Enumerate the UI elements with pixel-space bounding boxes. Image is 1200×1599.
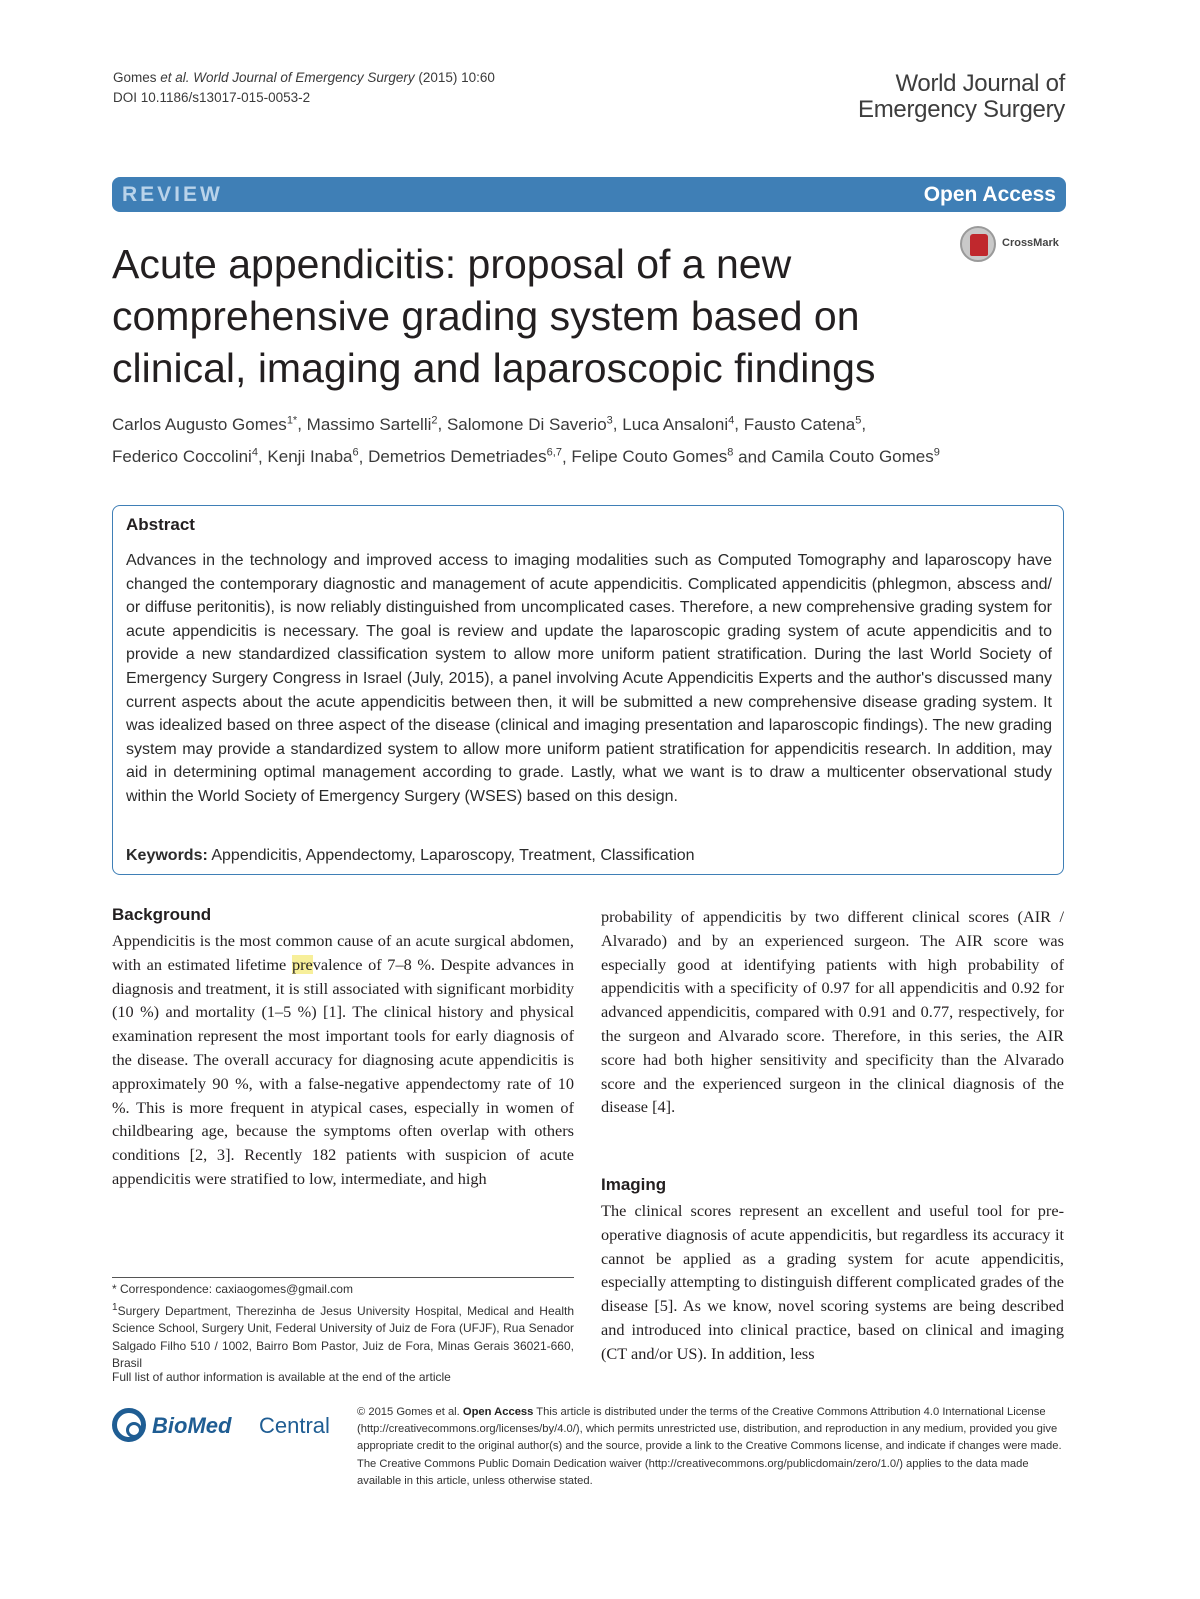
abstract-text: Advances in the technology and improved access to imaging modalities such as Computed Tomography and laparoscopy have changed the contemporary diagnostic and management of acute appendicitis. Complicated appendicitis (phlegmon, abscess and/ or diffuse peritonitis), is now reliably distinguished from uncomplicated cases. Therefore, a new comprehensive grading system for acute appendicitis is necessary. The goal is review and update the laparoscopic grading system of acute appendicitis and to provide a new standardized classification system to allow more uniform patient stratification. During the last World Society of Emergency Surgery Congress in Israel (July, 2015), a panel involving Acute Appendicitis Experts and the author's discussed many current aspects about the acute appendicitis between then, it will be submitted a new comprehensive disease grading system. It was idealized based on three aspect of the disease (clinical and imaging presentation and laparoscopic findings). The new grading system may provide a standardized system to allow more uniform patient stratification for appendicitis research. In addition, may aid in determining optimal management according to grade. Lastly, what we want is to draw a multicenter observational study within the World Society of Emergency Surgery (WSES) based on this design. <box>126 552 1052 805</box>
author-list: Carlos Augusto Gomes$^{1*}$, Massimo Sartelli$^2$, Salomone Di Saverio$^3$, Luca Ansaloni$^4$, Fausto Catena$^5$, Federico Coccolini$^4$, Kenji Inaba$^6$, Demetrios Demetriades$^{6,7}$, Felipe Couto Gomes$^8$ and Camila Couto Gomes$^9$ <box>112 414 940 467</box>
crossmark-label: CrossMark <box>1002 237 1059 249</box>
imaging-heading: Imaging <box>601 1175 667 1194</box>
article-type-banner <box>112 177 1066 212</box>
biomed-central-logo[interactable] <box>112 1408 342 1448</box>
journal-name-line2: Emergency Surgery <box>858 96 1065 123</box>
article-title: Acute appendicitis: proposal of a new comprehensive grading system based on clinical, imaging and laparoscopic findings <box>112 241 876 391</box>
logo-regular-text: Central <box>259 1413 330 1438</box>
author[interactable]: Carlos Augusto Gomes$^{1*}$ <box>112 414 298 434</box>
highlighted-text: pre <box>291 954 313 974</box>
correspondence-note[interactable]: * Correspondence: caxiaogomes@gmail.com <box>112 1282 353 1296</box>
footnote-divider <box>112 1277 574 1278</box>
keywords-list: Appendicitis, Appendectomy, Laparoscopy, Treatment, Classification <box>207 847 695 864</box>
citation-block <box>113 68 495 108</box>
crossmark-badge[interactable] <box>960 226 1080 266</box>
journal-name-line1: World Journal of <box>895 70 1065 97</box>
author[interactable]: Massimo Sartelli$^2$ <box>306 414 438 434</box>
author[interactable]: Fausto Catena$^5$ <box>743 414 862 434</box>
article-type-label: REVIEW <box>122 183 223 206</box>
author[interactable]: Demetrios Demetriades$^{6,7}$ <box>368 446 562 467</box>
author[interactable]: Federico Coccolini$^4$ <box>112 446 258 467</box>
doi[interactable]: DOI 10.1186/s13017-015-0053-2 <box>113 90 311 105</box>
citation-year: (2015) 10:60 <box>414 70 495 85</box>
logo-bold-text: BioMed <box>152 1413 232 1438</box>
citation-authors: Gomes <box>113 70 161 85</box>
author-info-note: Full list of author information is available at the end of the article <box>112 1370 451 1384</box>
author[interactable]: Camila Couto Gomes$^9$ <box>771 446 940 467</box>
author[interactable]: Luca Ansaloni$^4$ <box>622 414 735 434</box>
license-open-access: Open Access <box>462 1406 534 1418</box>
biomed-central-icon <box>112 1408 146 1442</box>
citation-line <box>113 68 495 88</box>
author[interactable]: Salomone Di Saverio$^3$ <box>446 414 613 434</box>
background-continued-text: probability of appendicitis by two different clinical scores (AIR / Alvarado) and by an experienced surgeon. The AIR score was especially good at identifying patients with high probability of appendicitis with a specificity of 0.97 for all appendicitis and 0.92 for advanced appendicitis, compared with 0.91 and 0.77, respectively, for the surgeon and Alvarado score. Therefore, in this series, the AIR score had both higher sensitivity and specificity than the Alvarado score and the experienced surgeon in the clinical diagnosis of the disease [4]. <box>601 907 1064 1117</box>
affiliation-note: $^1$Surgery Department, Therezinha de Jesus University Hospital, Medical and Health Science School, Surgery Unit, Federal University of Juiz de Fora (UFJF), Rua Senador Salgado Filho 510 / 1002, Bairro Bom Pastor, Juiz de Fora, Minas Gerais 36021-660, Brasil <box>112 1302 574 1370</box>
keywords <box>126 845 695 867</box>
keywords-label: Keywords: <box>126 847 208 864</box>
background-heading: Background <box>112 905 212 924</box>
license-text: © 2015 Gomes et al. Open Access This article is distributed under the terms of the Creative Commons Attribution 4.0 International License (http://creativecommons.org/licenses/by/4.0/), which permits unrestricted use, distribution, and reproduction in any medium, provided you give appropriate credit to the original author(s) and the source, provide a link to the Creative Commons license, and indicate if changes were made. The Creative Commons Public Domain Dedication waiver (http://creativecommons.org/publicdomain/zero/1.0/) applies to the data made available in this article, unless otherwise stated. <box>357 1406 1062 1487</box>
abstract-heading: Abstract <box>126 515 195 534</box>
author[interactable]: Felipe Couto Gomes$^8$ <box>571 446 734 467</box>
open-access-label[interactable]: Open Access <box>923 183 1056 206</box>
author[interactable]: Kenji Inaba$^6$ <box>267 446 359 467</box>
background-text: Appendicitis is the most common cause of an acute surgical abdomen, with an estimated lifetime prevalence of 7–8 %. Despite advances in diagnosis and treatment, it is still associated with significant morbidity (10 %) and mortality (1–5 %) [1]. The clinical history and physical examination represent the most important tools for early diagnosis of the disease. The overall accuracy for diagnosing acute appendicitis is approximately 90 %, with a false-negative appendectomy rate of 10 %. This is more frequent in atypical cases, especially in women of childbearing age, because the symptoms often overlap with others conditions [2, 3]. Recently 182 patients with suspicion of acute appendicitis were stratified to low, intermediate, and high <box>112 931 575 1188</box>
imaging-text: The clinical scores represent an excellent and useful tool for pre-operative diagnosis of acute appendicitis, but regardless its accuracy it cannot be applied as a grading system for acute appendicitis, especially attempting to distinguish different complicated grades of the disease [5]. As we know, novel scoring systems are being described and introduced into clinical practice, based on clinical and imaging (CT and/or US). In addition, less <box>601 1201 1064 1363</box>
crossmark-icon <box>960 226 996 262</box>
citation-journal: et al. World Journal of Emergency Surgery <box>160 70 415 85</box>
journal-logo <box>858 71 1065 123</box>
